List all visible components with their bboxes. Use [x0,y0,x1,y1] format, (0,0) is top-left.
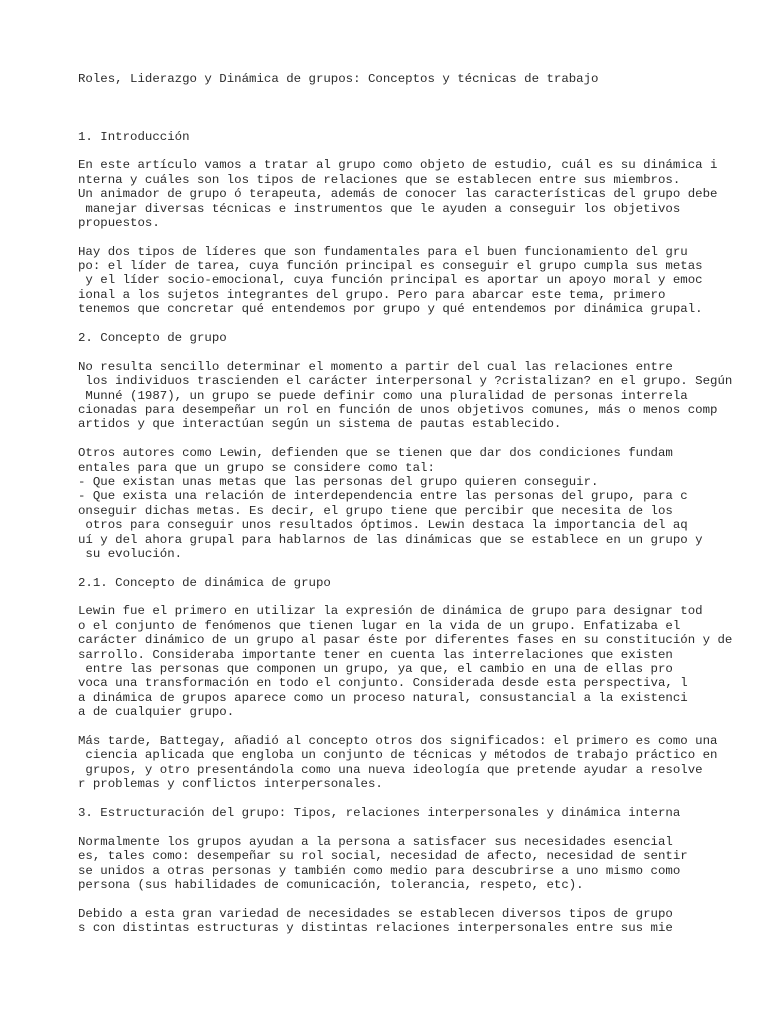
section-heading-dinamica-de-grupo: 2.1. Concepto de dinámica de grupo [78,575,331,590]
spacer [78,590,762,604]
paragraph-line: onseguir dichas metas. Es decir, el grupo tiene que percibir que necesita de los [78,503,673,518]
spacer [78,720,762,734]
spacer [78,561,762,575]
paragraph [78,158,762,230]
paragraph-line: a de cualquier grupo. [78,705,235,720]
paragraph-line: y el líder socio-emocional, cuya función principal es aportar un apoyo moral y emoc [78,273,703,288]
paragraph-line: tenemos que concretar qué entendemos por grupo y qué entendemos por dinámica grupal. [78,302,703,317]
spacer [78,892,762,906]
paragraph-line: Más tarde, Battegay, añadió al concepto otros dos significados: el primero es como una [78,733,718,748]
paragraph-line: grupos, y otro presentándola como una nueva ideología que pretende ayudar a resolve [78,762,703,777]
paragraph [78,245,762,317]
paragraph [78,907,762,936]
spacer [78,144,762,158]
paragraph-line: artidos y que interactúan según un sistema de pautas establecido. [78,417,562,432]
section-heading-estructuracion: 3. Estructuración del grupo: Tipos, relaciones interpersonales y dinámica interna [78,805,681,820]
paragraph-line: entre las personas que componen un grupo, ya que, el cambio en una de ellas pro [78,662,673,677]
paragraph [78,360,762,432]
paragraph [78,446,762,561]
paragraph-line: persona (sus habilidades de comunicación, tolerancia, respeto, etc). [78,877,584,892]
list-item: - Que exista una relación de interdependencia entre las personas del grupo, para c [78,489,688,504]
paragraph-line: nterna y cuáles son los tipos de relaciones que se establecen entre sus miembros. [78,172,681,187]
paragraph-line: entales para que un grupo se considere como tal: [78,460,435,475]
document-body [78,72,762,935]
spacer [78,432,762,446]
paragraph-line: es, tales como: desempeñar su rol social, necesidad de afecto, necesidad de sentir [78,849,688,864]
paragraph-line: otros para conseguir unos resultados óptimos. Lewin destaca la importancia del aq [78,518,688,533]
spacer [78,86,762,129]
list-item: - Que existan unas metas que las personas del grupo quieren conseguir. [78,474,599,489]
paragraph-line: voca una transformación en todo el conjunto. Considerada desde esta perspectiva, l [78,676,688,691]
paragraph-line: ciencia aplicada que engloba un conjunto de técnicas y métodos de trabajo práctico en [78,748,718,763]
paragraph [78,604,762,719]
document-title: Roles, Liderazgo y Dinámica de grupos: Conceptos y técnicas de trabajo [78,72,599,86]
paragraph-line: Munné (1987), un grupo se puede definir como una pluralidad de personas interrela [78,388,688,403]
paragraph-line: su evolución. [78,546,183,561]
paragraph-line: los individuos trascienden el carácter interpersonal y ?cristalizan? en el grupo. Según [78,374,733,389]
paragraph-line: r problemas y conflictos interpersonales. [78,777,383,792]
paragraph-line: uí y del ahora grupal para hablarnos de las dinámicas que se establece en un grupo y [78,532,703,547]
paragraph-line: cionadas para desempeñar un rol en función de unos objetivos comunes, más o menos comp [78,403,718,417]
paragraph-line: ional a los sujetos integrantes del grupo. Pero para abarcar este tema, primero [78,287,666,302]
paragraph-line: propuestos. [78,215,160,230]
section-heading-introduccion: 1. Introducción [78,129,190,144]
spacer [78,345,762,359]
paragraph-line: manejar diversas técnicas e instrumentos que le ayuden a conseguir los objetivos [78,201,681,216]
paragraph-line: a dinámica de grupos aparece como un proceso natural, consustancial a la existenci [78,690,688,705]
paragraph-line: En este artículo vamos a tratar al grupo como objeto de estudio, cuál es su dinámica i [78,158,718,173]
paragraph-line: o el conjunto de fenómenos que tienen lugar en la vida de un grupo. Enfatizaba el [78,618,681,633]
spacer [78,792,762,806]
paragraph-line: se unidos a otras personas y también como medio para descubrirse a uno mismo como [78,863,681,878]
paragraph-line: No resulta sencillo determinar el momento a partir del cual las relaciones entre [78,359,673,374]
paragraph-line: Lewin fue el primero en utilizar la expresión de dinámica de grupo para designar tod [78,604,703,619]
paragraph-line: Normalmente los grupos ayudan a la persona a satisfacer sus necesidades esencial [78,834,673,849]
paragraph [78,734,762,792]
spacer [78,230,762,244]
paragraph-line: Debido a esta gran variedad de necesidades se establecen diversos tipos de grupo [78,906,673,921]
paragraph-line: Un animador de grupo ó terapeuta, además de conocer las características del grupo debe [78,187,718,202]
paragraph [78,835,762,893]
paragraph-line: Otros autores como Lewin, defienden que se tienen que dar dos condiciones fundam [78,446,673,461]
paragraph-line: Hay dos tipos de líderes que son fundamentales para el buen funcionamiento del gru [78,244,688,259]
paragraph-line: po: el líder de tarea, cuya función principal es conseguir el grupo cumpla sus metas [78,259,703,274]
spacer [78,820,762,834]
paragraph-line: s con distintas estructuras y distintas relaciones interpersonales entre sus mie [78,921,673,936]
paragraph-line: carácter dinámico de un grupo al pasar éste por diferentes fases en su constitución y de [78,633,733,648]
section-heading-concepto-de-grupo: 2. Concepto de grupo [78,331,227,346]
paragraph-line: sarrollo. Consideraba importante tener en cuenta las interrelaciones que existen [78,647,673,662]
spacer [78,317,762,331]
